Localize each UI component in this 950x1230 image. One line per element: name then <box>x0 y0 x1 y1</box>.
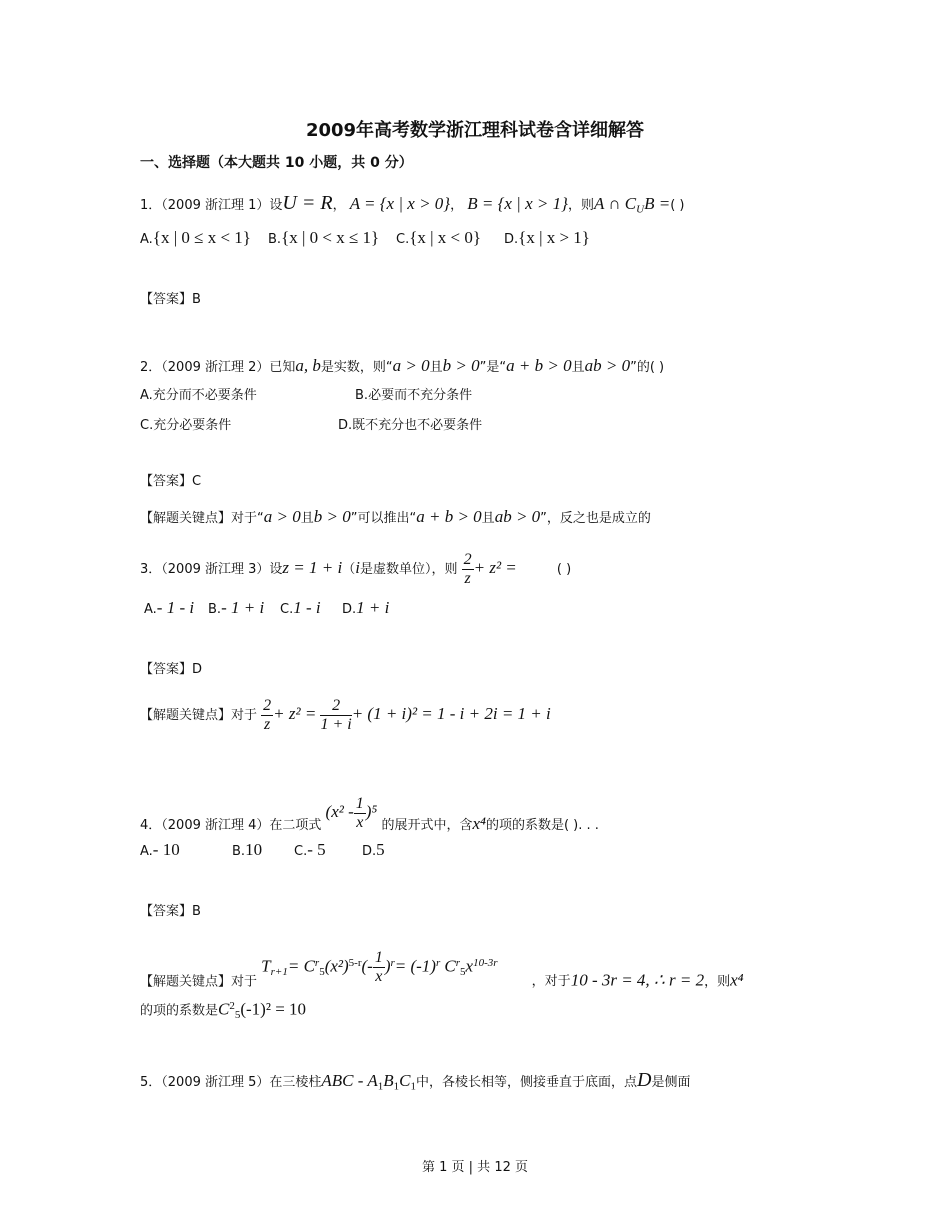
math: 1 <box>393 1080 400 1093</box>
math: (x² - <box>325 802 354 821</box>
question-text: ”的( ) <box>630 360 665 375</box>
option-value: 充分而不必要条件 <box>152 388 257 403</box>
question-4-options <box>140 840 540 864</box>
option-label: A. <box>144 602 157 617</box>
math: B = <box>644 194 671 213</box>
math: C <box>399 1071 411 1090</box>
math: r+1 <box>270 965 288 978</box>
key-text: ”可以推出“ <box>350 511 417 526</box>
math: = (-1) <box>394 956 436 976</box>
fraction <box>320 697 351 734</box>
fraction <box>373 949 385 986</box>
math: i <box>355 558 360 577</box>
math: b > 0 <box>313 507 351 526</box>
option-label: A. <box>140 232 153 247</box>
math: T <box>261 956 271 976</box>
section-heading: 一、选择题（本大题共 10 小题，共 0 分） <box>140 155 413 171</box>
page-footer: 第 1 页 | 共 12 页 <box>422 1160 528 1175</box>
binomial-formula <box>261 940 497 995</box>
math: a > 0 <box>263 507 301 526</box>
question-text: 是侧面 <box>651 1075 691 1090</box>
option-label: B. <box>208 602 222 617</box>
key-text: ”，反之也是成立的 <box>540 511 651 526</box>
math: a > 0 <box>392 356 430 375</box>
math: 5 <box>319 965 325 978</box>
math: = C <box>287 956 315 976</box>
math: 1 <box>377 1080 384 1093</box>
numerator: 2 <box>463 551 472 568</box>
option-value: {x | x > 1} <box>518 228 590 247</box>
key-text: ，则 <box>704 974 731 990</box>
math: 5 <box>460 965 466 978</box>
option-value: 1 + i <box>356 598 390 617</box>
denominator: x <box>375 968 383 986</box>
math: b > 0 <box>442 356 480 375</box>
key-point-4-line2 <box>140 996 306 1025</box>
math: )⁵ <box>365 802 378 821</box>
option-value: {x | x < 0} <box>409 228 482 247</box>
math: x⁴ <box>730 970 744 990</box>
option-label: A. <box>140 844 153 859</box>
math: C <box>218 999 230 1019</box>
key-point-3 <box>140 692 551 738</box>
math: 1 <box>410 1080 416 1093</box>
math: D <box>637 1069 652 1091</box>
numerator: 1 <box>374 949 383 967</box>
option-label: C. <box>294 844 308 859</box>
key-text: 【解题关键点】对于 <box>140 974 258 990</box>
math: 5-r <box>348 957 362 969</box>
math: + (1 + i)² = 1 - i + 2i = 1 + i <box>351 704 551 723</box>
fraction <box>462 551 474 588</box>
question-text: ，则 <box>567 198 594 213</box>
math: ab > 0 <box>494 507 541 526</box>
question-text: 4．（2009 浙江理 4）在二项式 <box>140 818 322 833</box>
option-value: - 1 + i <box>221 598 265 617</box>
question-text: ”是“ <box>479 360 507 375</box>
question-text: 是实数，则“ <box>320 360 393 375</box>
option-label: D. <box>504 232 519 247</box>
math: ) <box>384 956 391 976</box>
option-value: 5 <box>376 840 385 859</box>
denominator: z <box>264 716 271 733</box>
math: ABC - A <box>321 1071 378 1090</box>
question-text: 是虚数单位），则 <box>359 562 458 577</box>
math: a + b > 0 <box>416 507 482 526</box>
option-label: B. <box>355 388 369 403</box>
option-label: B. <box>232 844 246 859</box>
option-label: A. <box>140 388 153 403</box>
denominator: z <box>464 570 471 587</box>
option-label: B. <box>268 232 282 247</box>
question-3 <box>140 548 571 590</box>
option-value: 必要而不充分条件 <box>368 388 473 403</box>
answer-1: 【答案】B <box>140 292 201 307</box>
math: a, b <box>295 356 321 375</box>
math: A ∩ C <box>593 194 637 213</box>
question-text: （ <box>342 562 356 577</box>
math: A = {x | x > 0} <box>349 194 451 213</box>
question-text: 5．（2009 浙江理 5）在三棱柱 <box>140 1075 322 1090</box>
math: 10-3r <box>473 957 498 969</box>
math: (- <box>361 956 373 976</box>
question-text: 2．（2009 浙江理 2）已知 <box>140 360 296 375</box>
math: U = R <box>282 192 333 214</box>
math: (x²) <box>324 956 349 976</box>
numerator: 2 <box>263 697 272 714</box>
math: x⁴ <box>472 814 486 833</box>
math: 2 <box>229 1000 235 1012</box>
option-value: - 1 - i <box>156 598 195 617</box>
key-text: 且 <box>300 511 314 526</box>
question-1: 1．（2009 浙江理 1）设U = R， A = {x | x > 0}， B = {x | x > 1}，则A ∩ $C_UB$ =( ) <box>140 192 685 216</box>
denominator: 1 + i <box>320 716 352 733</box>
option-label: C. <box>396 232 410 247</box>
answer-blank: ( ) <box>670 198 685 213</box>
question-text: 1．（2009 浙江理 1）设 <box>140 198 283 213</box>
answer-blank: ( ) <box>556 562 572 577</box>
question-3-options <box>140 598 540 622</box>
option-label: C. <box>280 602 294 617</box>
page-title: 2009年高考数学浙江理科试卷含详细解答 <box>305 120 645 141</box>
question-text: 且 <box>571 360 585 375</box>
question-1-options <box>140 228 840 252</box>
key-text: 的项的系数是 <box>140 1003 219 1019</box>
option-label: D. <box>362 844 377 859</box>
question-text: 3．（2009 浙江理 3）设 <box>140 562 283 577</box>
fraction <box>261 697 273 734</box>
option-value: 10 <box>245 840 263 859</box>
question-2 <box>140 356 664 378</box>
key-text: ，对于 <box>531 974 571 990</box>
question-5 <box>140 1070 690 1097</box>
math: ab > 0 <box>584 356 631 375</box>
question-text: 中，各棱长相等，侧接垂直于底面，点 <box>416 1075 638 1090</box>
fraction <box>354 795 366 832</box>
option-value: - 5 <box>307 840 326 859</box>
question-text: 的项的系数是( ). . . <box>485 818 599 833</box>
math: (-1)² = 10 <box>240 999 307 1019</box>
question-text: 且 <box>429 360 443 375</box>
key-point-2 <box>140 507 651 529</box>
math: r <box>314 957 320 969</box>
key-text: 且 <box>481 511 495 526</box>
key-text: 【解题关键点】对于“ <box>140 511 264 526</box>
option-value: - 10 <box>152 840 180 859</box>
option-value: 充分必要条件 <box>153 418 232 433</box>
math: 5 <box>234 1008 241 1021</box>
question-2-options-row2 <box>140 416 840 438</box>
numerator: 2 <box>320 697 351 716</box>
math: r <box>435 957 441 969</box>
math: 10 - 3r = 4, ∴ r = 2 <box>570 970 705 990</box>
option-value: {x | 0 ≤ x < 1} <box>152 228 251 247</box>
math: r <box>390 957 395 969</box>
numerator: 1 <box>355 795 364 812</box>
math: B = {x | x > 1} <box>467 194 568 213</box>
math: r <box>455 957 461 969</box>
math: U <box>636 203 645 216</box>
option-value: 1 - i <box>293 598 321 617</box>
answer-4: 【答案】B <box>140 904 201 919</box>
math: z = 1 + i <box>282 558 343 577</box>
math: + z² = <box>273 704 317 723</box>
option-label: D. <box>338 418 353 433</box>
option-value: {x | 0 < x ≤ 1} <box>281 228 380 247</box>
math: C <box>444 956 456 976</box>
answer-2: 【答案】C <box>140 474 202 489</box>
denominator: x <box>356 814 364 831</box>
key-text: 【解题关键点】对于 <box>140 708 258 723</box>
option-value: 既不充分也不必要条件 <box>352 418 483 433</box>
math: x <box>465 956 474 976</box>
question-text: 的展开式中，含 <box>381 818 473 833</box>
option-label: D. <box>342 602 357 617</box>
math: B <box>383 1071 394 1090</box>
math: + z² = <box>473 558 517 577</box>
math: a + b > 0 <box>506 356 572 375</box>
option-label: C. <box>140 418 154 433</box>
question-2-options-row1 <box>140 386 840 408</box>
answer-3: 【答案】D <box>140 662 203 677</box>
